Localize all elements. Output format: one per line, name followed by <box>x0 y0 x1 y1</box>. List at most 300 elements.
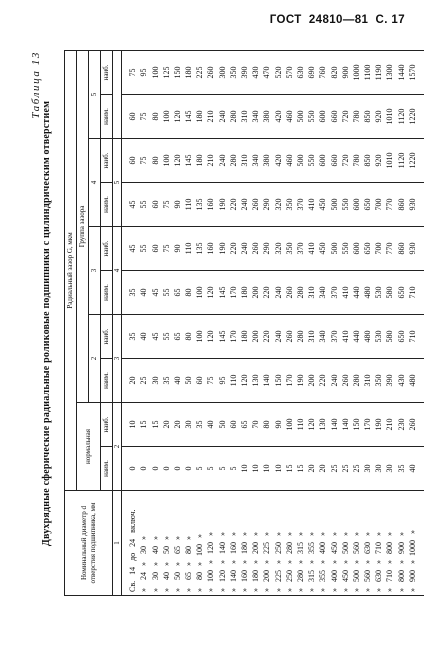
clearance-min: 280 <box>228 95 239 139</box>
clearance-min: 180 <box>239 271 250 315</box>
max-header: наиб. <box>101 139 113 183</box>
clearance-min: 120 <box>239 359 250 403</box>
max-header: наиб. <box>101 50 113 94</box>
clearance-min: 260 <box>284 271 295 315</box>
clearance-min: 170 <box>228 271 239 315</box>
clearance-max: 370 <box>295 227 306 271</box>
clearance-max: 80 <box>261 403 272 447</box>
clearance-max: 60 <box>127 139 138 183</box>
clearance-min: 920 <box>373 95 384 139</box>
clearance-max: 75 <box>138 139 149 183</box>
clearance-min: 20 <box>127 359 138 403</box>
table-row <box>127 50 138 595</box>
diameter-range: » 900 » 1000 » <box>407 491 418 596</box>
table-row <box>161 50 172 595</box>
clearance-min: 350 <box>284 183 295 227</box>
diameter-range: » 630 » 710 » <box>373 491 384 596</box>
table-row <box>317 50 328 595</box>
table-row <box>205 50 216 595</box>
clearance-max: 80 <box>149 139 160 183</box>
clearance-min: 370 <box>328 271 339 315</box>
clearance-max: 45 <box>127 227 138 271</box>
clearance-max: 140 <box>328 403 339 447</box>
column-number <box>113 50 122 138</box>
clearance-max: 100 <box>161 139 172 183</box>
clearance-max: 550 <box>340 227 351 271</box>
table-row <box>228 50 239 595</box>
clearance-min: 120 <box>172 95 183 139</box>
spacer-row <box>418 50 424 595</box>
clearance-max: 900 <box>340 50 351 94</box>
clearance-max: 210 <box>384 403 395 447</box>
table-row <box>306 50 317 595</box>
clearance-min: 95 <box>217 359 228 403</box>
diameter-range: » 200 » 225 » <box>261 491 272 596</box>
clearance-min: 200 <box>306 359 317 403</box>
clearance-min: 220 <box>228 183 239 227</box>
column-number: 2 <box>113 403 122 491</box>
spacer-cell <box>418 50 424 94</box>
clearance-max: 100 <box>194 315 205 359</box>
diameter-range: » 30 » 40 » <box>149 491 160 596</box>
clearance-min: 720 <box>340 95 351 139</box>
table-row <box>217 50 228 595</box>
clearance-max: 55 <box>138 227 149 271</box>
clearance-max: 60 <box>228 403 239 447</box>
clearance-max: 45 <box>149 315 160 359</box>
clearance-min: 35 <box>127 271 138 315</box>
clearance-min: 240 <box>217 95 228 139</box>
table-number: Таблица 13 <box>30 51 42 119</box>
clearance-max: 40 <box>138 315 149 359</box>
column-number: 5 <box>113 139 122 227</box>
clearance-min: 110 <box>183 183 194 227</box>
clearance-max: 75 <box>161 227 172 271</box>
clearance-max: 1570 <box>407 50 418 94</box>
diameter-range: » 355 » 400 » <box>317 491 328 596</box>
clearance-min: 240 <box>272 271 283 315</box>
clearance-min: 75 <box>161 183 172 227</box>
clearance-min: 240 <box>328 359 339 403</box>
clearance-max: 260 <box>407 403 418 447</box>
clearance-max: 120 <box>172 139 183 183</box>
clearance-table <box>64 50 424 596</box>
clearance-min: 150 <box>272 359 283 403</box>
clearance-max: 220 <box>261 315 272 359</box>
clearance-max: 140 <box>340 403 351 447</box>
clearance-min: 260 <box>340 359 351 403</box>
clearance-max: 520 <box>272 50 283 94</box>
clearance-min: 1010 <box>384 95 395 139</box>
clearance-min: 550 <box>340 183 351 227</box>
clearance-min: 25 <box>351 447 362 491</box>
diameter-range: » 40 » 50 » <box>161 491 172 596</box>
spacer-cell <box>418 447 424 491</box>
clearance-min: 210 <box>205 95 216 139</box>
table-row <box>149 50 160 595</box>
clearance-max: 350 <box>284 227 295 271</box>
clearance-min: 260 <box>250 183 261 227</box>
clearance-max: 930 <box>407 227 418 271</box>
clearance-max: 860 <box>396 227 407 271</box>
clearance-max: 1120 <box>396 139 407 183</box>
clearance-max: 470 <box>261 50 272 94</box>
clearance-min: 180 <box>194 95 205 139</box>
clearance-min: 60 <box>127 95 138 139</box>
clearance-min: 420 <box>272 95 283 139</box>
clearance-min: 410 <box>340 271 351 315</box>
group-clearance-header: Группа зазора <box>77 50 89 402</box>
clearance-min: 80 <box>183 271 194 315</box>
clearance-min: 390 <box>384 359 395 403</box>
diameter-range: » 140 » 160 » <box>228 491 239 596</box>
clearance-min: 90 <box>172 183 183 227</box>
clearance-min: 410 <box>306 183 317 227</box>
clearance-max: 190 <box>217 227 228 271</box>
clearance-min: 10 <box>239 447 250 491</box>
clearance-min: 1120 <box>396 95 407 139</box>
diameter-range: » 160 » 180 » <box>239 491 250 596</box>
clearance-max: 660 <box>328 139 339 183</box>
table-row <box>284 50 295 595</box>
clearance-min: 30 <box>384 447 395 491</box>
clearance-min: 650 <box>396 271 407 315</box>
clearance-max: 170 <box>228 315 239 359</box>
max-header: наиб. <box>101 227 113 271</box>
table-row <box>183 50 194 595</box>
table-row <box>384 50 395 595</box>
clearance-max: 340 <box>317 315 328 359</box>
clearance-max: 390 <box>239 50 250 94</box>
clearance-max: 200 <box>250 315 261 359</box>
clearance-min: 710 <box>407 271 418 315</box>
clearance-min: 80 <box>149 95 160 139</box>
table-row <box>407 50 418 595</box>
spacer-cell <box>418 491 424 596</box>
clearance-min: 850 <box>362 95 373 139</box>
clearance-min: 25 <box>138 359 149 403</box>
clearance-max: 230 <box>396 403 407 447</box>
clearance-max: 80 <box>183 315 194 359</box>
clearance-min: 35 <box>396 447 407 491</box>
max-header: наиб. <box>101 315 113 359</box>
table-row <box>272 50 283 595</box>
clearance-max: 760 <box>317 50 328 94</box>
table-row <box>351 50 362 595</box>
clearance-max: 280 <box>295 315 306 359</box>
clearance-max: 15 <box>149 403 160 447</box>
clearance-min: 40 <box>407 447 418 491</box>
clearance-max: 500 <box>295 139 306 183</box>
clearance-max: 1300 <box>384 50 395 94</box>
clearance-min: 35 <box>161 359 172 403</box>
clearance-max: 1440 <box>396 50 407 94</box>
clearance-min: 460 <box>284 95 295 139</box>
clearance-min: 860 <box>396 183 407 227</box>
clearance-max: 380 <box>261 139 272 183</box>
clearance-min: 480 <box>407 359 418 403</box>
clearance-max: 350 <box>228 50 239 94</box>
clearance-max: 770 <box>384 227 395 271</box>
clearance-min: 290 <box>261 183 272 227</box>
clearance-max: 190 <box>373 403 384 447</box>
clearance-max: 410 <box>340 315 351 359</box>
clearance-min: 500 <box>328 183 339 227</box>
spacer-cell <box>418 95 424 139</box>
clearance-max: 700 <box>373 227 384 271</box>
diameter-range: » 120 » 140 » <box>217 491 228 596</box>
clearance-min: 5 <box>228 447 239 491</box>
group-2-header: 2 <box>89 315 101 403</box>
table-body <box>122 50 424 595</box>
clearance-max: 690 <box>306 50 317 94</box>
clearance-min: 1220 <box>407 95 418 139</box>
min-header: наим. <box>101 271 113 315</box>
clearance-max: 10 <box>127 403 138 447</box>
clearance-max: 100 <box>149 50 160 94</box>
table-row <box>295 50 306 595</box>
clearance-max: 150 <box>351 403 362 447</box>
diameter-range: » 250 » 280 » <box>284 491 295 596</box>
diameter-range: » 500 » 560 » <box>351 491 362 596</box>
clearance-max: 65 <box>172 315 183 359</box>
clearance-max: 1000 <box>351 50 362 94</box>
group-3-header: 3 <box>89 227 101 315</box>
clearance-min: 780 <box>351 95 362 139</box>
clearance-min: 240 <box>239 183 250 227</box>
table-row <box>362 50 373 595</box>
clearance-min: 20 <box>306 447 317 491</box>
clearance-min: 5 <box>205 447 216 491</box>
table-row <box>250 50 261 595</box>
column-number: 1 <box>113 491 122 596</box>
clearance-max: 110 <box>295 403 306 447</box>
clearance-max: 1190 <box>373 50 384 94</box>
clearance-max: 240 <box>217 139 228 183</box>
spacer-cell <box>418 183 424 227</box>
clearance-min: 25 <box>340 447 351 491</box>
clearance-min: 450 <box>317 183 328 227</box>
diameter-range: » 50 » 65 » <box>172 491 183 596</box>
clearance-min: 145 <box>183 95 194 139</box>
diameter-range: » 80 » 100 » <box>194 491 205 596</box>
clearance-max: 1220 <box>407 139 418 183</box>
clearance-max: 35 <box>127 315 138 359</box>
clearance-min: 5 <box>217 447 228 491</box>
diameter-range: » 100 » 120 » <box>205 491 216 596</box>
clearance-max: 260 <box>250 227 261 271</box>
diameter-range: » 180 » 200 » <box>250 491 261 596</box>
clearance-max: 600 <box>351 227 362 271</box>
clearance-max: 340 <box>250 139 261 183</box>
clearance-max: 20 <box>172 403 183 447</box>
clearance-min: 45 <box>149 271 160 315</box>
clearance-max: 145 <box>217 315 228 359</box>
clearance-max: 170 <box>362 403 373 447</box>
column-number: 3 <box>113 315 122 403</box>
clearance-min: 0 <box>127 447 138 491</box>
clearance-max: 35 <box>194 403 205 447</box>
clearance-min: 340 <box>250 95 261 139</box>
clearance-max: 1100 <box>362 50 373 94</box>
clearance-max: 70 <box>250 403 261 447</box>
clearance-max: 720 <box>340 139 351 183</box>
clearance-max: 180 <box>239 315 250 359</box>
clearance-min: 145 <box>217 271 228 315</box>
clearance-min: 480 <box>362 271 373 315</box>
spacer-cell <box>418 227 424 271</box>
table-row <box>172 50 183 595</box>
clearance-min: 75 <box>138 95 149 139</box>
diameter-range: » 400 » 450 » <box>328 491 339 596</box>
clearance-min: 580 <box>384 271 395 315</box>
clearance-max: 650 <box>396 315 407 359</box>
clearance-max: 550 <box>306 139 317 183</box>
clearance-max: 320 <box>272 227 283 271</box>
spacer-cell <box>418 271 424 315</box>
clearance-min: 15 <box>284 447 295 491</box>
clearance-max: 180 <box>183 50 194 94</box>
clearance-min: 550 <box>306 95 317 139</box>
clearance-max: 530 <box>373 315 384 359</box>
spacer-cell <box>418 139 424 183</box>
clearance-min: 0 <box>138 447 149 491</box>
clearance-max: 20 <box>161 403 172 447</box>
clearance-min: 140 <box>261 359 272 403</box>
stub-header: Номинальный диаметр d отверстия подшипника, мм <box>65 491 113 596</box>
clearance-max: 630 <box>295 50 306 94</box>
clearance-min: 40 <box>138 271 149 315</box>
clearance-min: 0 <box>149 447 160 491</box>
clearance-min: 100 <box>161 95 172 139</box>
clearance-max: 210 <box>205 139 216 183</box>
diameter-range: » 710 » 800 » <box>384 491 395 596</box>
clearance-min: 220 <box>317 359 328 403</box>
clearance-header: Радиальный зазор G, мкм <box>65 50 77 490</box>
clearance-max: 95 <box>138 50 149 94</box>
clearance-max: 410 <box>306 227 317 271</box>
diameter-range: » 280 » 315 » <box>295 491 306 596</box>
clearance-max: 310 <box>239 139 250 183</box>
standard-designation: ГОСТ 24810—81 С. 17 <box>269 14 405 26</box>
clearance-max: 650 <box>362 227 373 271</box>
clearance-min: 930 <box>407 183 418 227</box>
clearance-max: 370 <box>328 315 339 359</box>
clearance-min: 15 <box>295 447 306 491</box>
clearance-max: 570 <box>284 50 295 94</box>
clearance-min: 310 <box>362 359 373 403</box>
diameter-range: » 800 » 900 » <box>396 491 407 596</box>
clearance-min: 160 <box>205 183 216 227</box>
clearance-min: 320 <box>272 183 283 227</box>
clearance-max: 60 <box>149 227 160 271</box>
clearance-max: 820 <box>328 50 339 94</box>
clearance-min: 600 <box>351 183 362 227</box>
clearance-min: 650 <box>362 183 373 227</box>
clearance-max: 260 <box>284 315 295 359</box>
clearance-min: 30 <box>149 359 160 403</box>
clearance-min: 45 <box>127 183 138 227</box>
spacer-cell <box>418 315 424 359</box>
clearance-min: 170 <box>284 359 295 403</box>
clearance-max: 260 <box>205 50 216 94</box>
table-row <box>373 50 384 595</box>
clearance-min: 0 <box>183 447 194 491</box>
clearance-min: 55 <box>138 183 149 227</box>
clearance-min: 190 <box>295 359 306 403</box>
clearance-min: 110 <box>228 359 239 403</box>
clearance-min: 20 <box>317 447 328 491</box>
clearance-min: 130 <box>250 359 261 403</box>
clearance-min: 310 <box>306 271 317 315</box>
clearance-min: 65 <box>172 271 183 315</box>
table-row <box>328 50 339 595</box>
clearance-max: 460 <box>284 139 295 183</box>
clearance-max: 65 <box>239 403 250 447</box>
clearance-max: 240 <box>272 315 283 359</box>
clearance-min: 100 <box>194 271 205 315</box>
clearance-min: 340 <box>317 271 328 315</box>
clearance-min: 220 <box>261 271 272 315</box>
clearance-max: 220 <box>228 227 239 271</box>
clearance-max: 180 <box>194 139 205 183</box>
group-4-header: 4 <box>89 139 101 227</box>
diameter-range: » 450 » 500 » <box>340 491 351 596</box>
group-normal-header <box>77 403 101 491</box>
clearance-min: 310 <box>239 95 250 139</box>
spacer-cell <box>418 403 424 447</box>
clearance-max: 90 <box>172 227 183 271</box>
clearance-min: 700 <box>373 183 384 227</box>
clearance-max: 500 <box>328 227 339 271</box>
clearance-min: 660 <box>328 95 339 139</box>
clearance-min: 0 <box>161 447 172 491</box>
clearance-max: 160 <box>205 227 216 271</box>
clearance-min: 200 <box>250 271 261 315</box>
clearance-max: 75 <box>127 50 138 94</box>
clearance-max: 100 <box>284 403 295 447</box>
clearance-max: 600 <box>317 139 328 183</box>
clearance-max: 580 <box>384 315 395 359</box>
clearance-max: 710 <box>407 315 418 359</box>
clearance-min: 280 <box>295 271 306 315</box>
clearance-min: 40 <box>172 359 183 403</box>
clearance-max: 120 <box>306 403 317 447</box>
clearance-max: 225 <box>194 50 205 94</box>
clearance-max: 110 <box>183 227 194 271</box>
clearance-min: 60 <box>194 359 205 403</box>
clearance-max: 30 <box>183 403 194 447</box>
clearance-max: 430 <box>250 50 261 94</box>
clearance-min: 380 <box>261 95 272 139</box>
clearance-min: 5 <box>194 447 205 491</box>
diameter-range: Св. 14 до 24 включ. <box>127 491 138 596</box>
clearance-min: 10 <box>250 447 261 491</box>
clearance-max: 920 <box>373 139 384 183</box>
clearance-max: 90 <box>272 403 283 447</box>
clearance-min: 440 <box>351 271 362 315</box>
clearance-max: 40 <box>205 403 216 447</box>
clearance-min: 60 <box>149 183 160 227</box>
spacer-cell <box>418 359 424 403</box>
clearance-min: 75 <box>205 359 216 403</box>
clearance-min: 30 <box>362 447 373 491</box>
clearance-min: 500 <box>295 95 306 139</box>
diameter-range: » 560 » 630 » <box>362 491 373 596</box>
diameter-range: » 65 » 80 » <box>183 491 194 596</box>
table-title: Двухрядные сферические радиальные роликовые подшипники с цилиндрическим отверстием <box>41 100 52 547</box>
clearance-min: 600 <box>317 95 328 139</box>
